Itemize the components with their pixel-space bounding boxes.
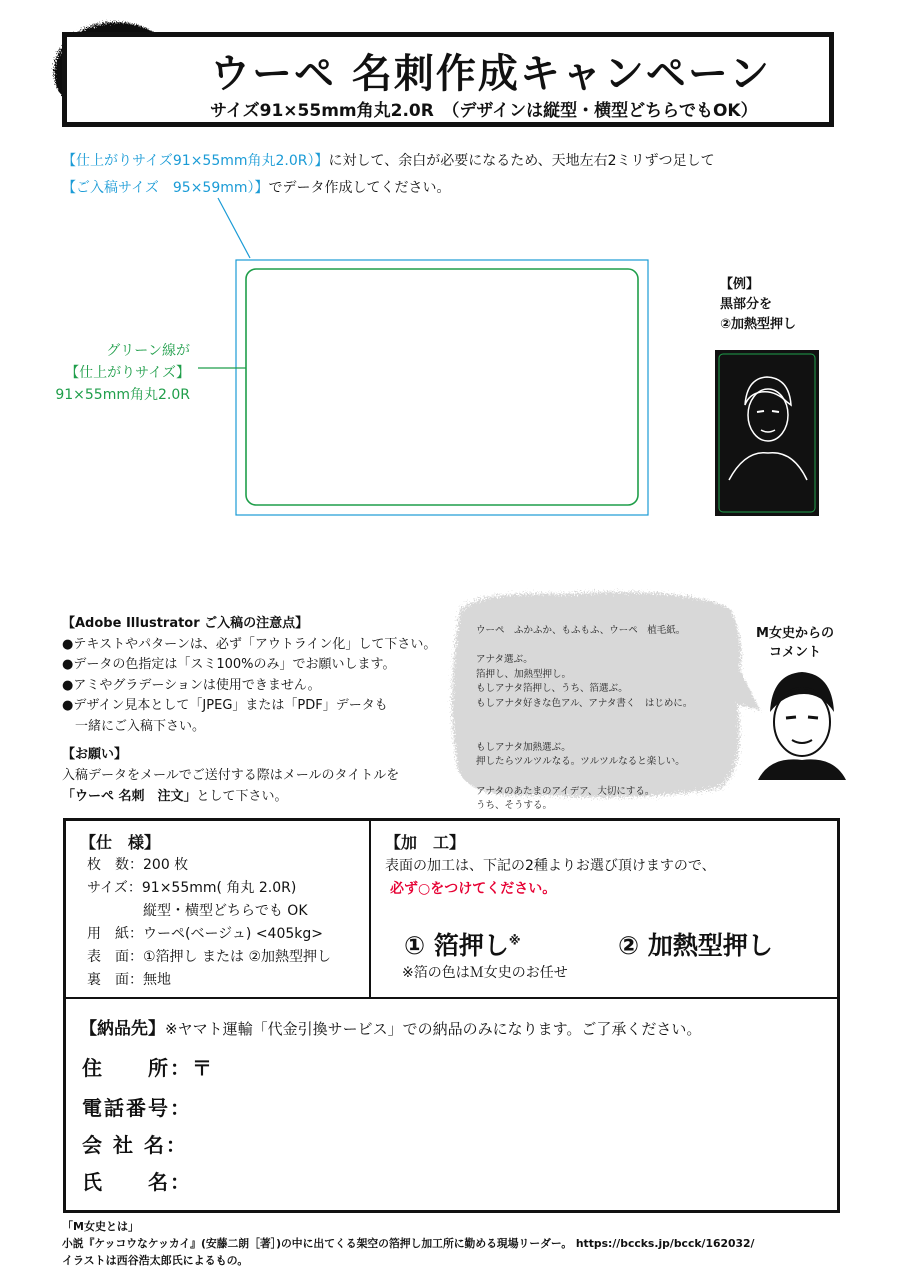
example-line-3: ②加熱型押し xyxy=(720,317,797,332)
comment-line: アナタ選ぶ。 xyxy=(476,654,533,666)
comment-line: 押したらツルツルなる。ツルツルなると楽しい。 xyxy=(476,756,685,768)
example-label xyxy=(720,275,796,335)
green-label-line-2: 【仕上がりサイズ】 xyxy=(65,365,190,381)
illustrator-note-item: 一緒にご入稿下さい。 xyxy=(62,718,206,734)
comment-line: うち、そうする。 xyxy=(476,800,553,812)
option-foil-stamping-label: ① 箔押し xyxy=(404,931,509,960)
foil-color-note: ※箔の色はＭ女史のお任せ xyxy=(402,965,568,981)
illustrator-note-item: ●デザイン見本として「JPEG」または「PDF」データも xyxy=(62,698,388,713)
comment-line: もしアナタ加熱選ぶ。 xyxy=(476,741,571,753)
blue-leader-line xyxy=(218,198,250,258)
spec-row: 用 紙：ウーペ(ベージュ) <405kg> xyxy=(87,926,323,942)
delivery-note: ※ヤマト運輸「代金引換サービス」での納品のみになります。ご了承ください。 xyxy=(165,1020,702,1038)
email-title-text: 「ウーペ 名刺 注文」 xyxy=(62,789,197,804)
green-label-line-1: グリーン線が xyxy=(106,343,190,359)
spec-row: 枚 数：200 枚 xyxy=(87,857,189,873)
option-heat-embossing[interactable]: ② 加熱型押し xyxy=(618,931,773,960)
comment-line: もしアナタ箔押し、うち、箔選ぶ。 xyxy=(476,683,628,695)
comment-line xyxy=(476,712,692,727)
illustrator-note-item: ●データの色指定は「スミ100%のみ」でお願いします。 xyxy=(62,657,396,672)
spec-row: サイズ：91×55mm( 角丸 2.0R) xyxy=(87,880,297,896)
illustrator-note-item: ●アミやグラデーションは使用できません。 xyxy=(62,677,321,693)
option-foil-stamping[interactable] xyxy=(404,926,521,962)
m-joshi-portrait xyxy=(752,664,848,782)
processing-required-note: 必ず○をつけてください。 xyxy=(390,881,557,897)
footer-line-1: 「M女史とは」 xyxy=(62,1220,139,1233)
comment-label-line-1: M女史からの xyxy=(756,626,834,641)
spec-heading: 【仕 様】 xyxy=(80,833,161,852)
delivery-heading: 【納品先】 xyxy=(80,1019,165,1039)
illustrator-notes xyxy=(62,614,436,737)
comment-line: ウーペ ふかふか、もふもふ、ウーペ 植毛紙。 xyxy=(476,625,686,636)
delivery-heading-row xyxy=(80,1014,701,1039)
spec-row: 裏 面：無地 xyxy=(87,972,171,988)
request-line-2 xyxy=(62,786,399,807)
green-line-label xyxy=(30,340,190,406)
phone-label: 電話番号： xyxy=(82,1096,192,1120)
comment-label xyxy=(745,624,845,662)
illustrator-note-item: ●テキストやパターンは、必ず「アウトライン化」して下さい。 xyxy=(62,636,437,652)
comment-line: もしアナタ好きな色アル、アナタ書く はじめに。 xyxy=(476,697,693,709)
footer-line-2: 小説『ケッコウなケッカイ』(安藤二朗［著］)の中に出てくる架空の箔押し加工所に勤める現場リーダー。 https://bccks.jp/bcck/162032/ xyxy=(62,1237,755,1250)
comment-line xyxy=(476,726,692,741)
footer xyxy=(62,1218,755,1269)
request-line-2-text: として下さい。 xyxy=(196,789,288,804)
spec-divider xyxy=(369,820,371,998)
footer-line-3: イラストは西谷浩太郎氏によるもの。 xyxy=(62,1254,249,1267)
company-label: 会 社 名： xyxy=(82,1133,188,1157)
example-line-2: 黒部分を xyxy=(720,297,773,312)
processing-heading: 【加 工】 xyxy=(385,833,466,852)
example-line-1: 【例】 xyxy=(720,277,760,292)
request-line-1: 入稿データをメールでご送付する際はメールのタイトルを xyxy=(62,768,400,783)
submission-size-outline xyxy=(236,260,648,515)
spec-row: 表 面：①箔押し または ②加熱型押し xyxy=(87,949,332,965)
example-card-image xyxy=(715,350,819,516)
comment-label-line-2: コメント xyxy=(768,645,821,660)
comment-text xyxy=(476,624,692,814)
processing-line-1: 表面の加工は、下記の2種よりお選び頂けますので、 xyxy=(385,858,716,874)
submission-size-highlight: 【ご入稿サイズ 95×59mm）】 xyxy=(62,180,269,196)
request-heading: 【お願い】 xyxy=(62,747,128,762)
comment-line: 箔押し、加熱型押し。 xyxy=(476,668,572,680)
intro-line-1-text: に対して、余白が必要になるため、天地左右2ミリずつ足して xyxy=(328,153,715,169)
request-notes xyxy=(62,744,399,807)
finished-size-highlight: 【仕上がりサイズ91×55mm角丸2.0R）】 xyxy=(62,153,329,169)
name-label: 氏 名： xyxy=(82,1170,192,1194)
page-subtitle: サイズ91×55mm角丸2.0R （デザインは縦型・横型どちらでもOK） xyxy=(210,101,758,121)
spec-rows xyxy=(87,854,331,992)
green-label-line-3: 91×55mm角丸2.0R xyxy=(55,387,190,403)
option-foil-stamping-mark: ※ xyxy=(508,933,521,948)
intro-line-2-text: でデータ作成してください。 xyxy=(268,180,451,196)
comment-line xyxy=(476,770,692,785)
comment-line: アナタのあたまのアイデア、大切にする。 xyxy=(476,785,655,797)
comment-line xyxy=(476,639,692,654)
page-title: ウーペ 名刺作成キャンペーン xyxy=(210,51,772,97)
spec-row: 縦型・横型どちらでも OK xyxy=(87,903,308,919)
address-label: 住 所：〒 xyxy=(82,1056,214,1080)
finished-size-outline xyxy=(246,269,638,505)
delivery-divider xyxy=(64,997,839,999)
illustrator-notes-heading: 【Adobe Illustrator ご入稿の注意点】 xyxy=(62,616,309,631)
